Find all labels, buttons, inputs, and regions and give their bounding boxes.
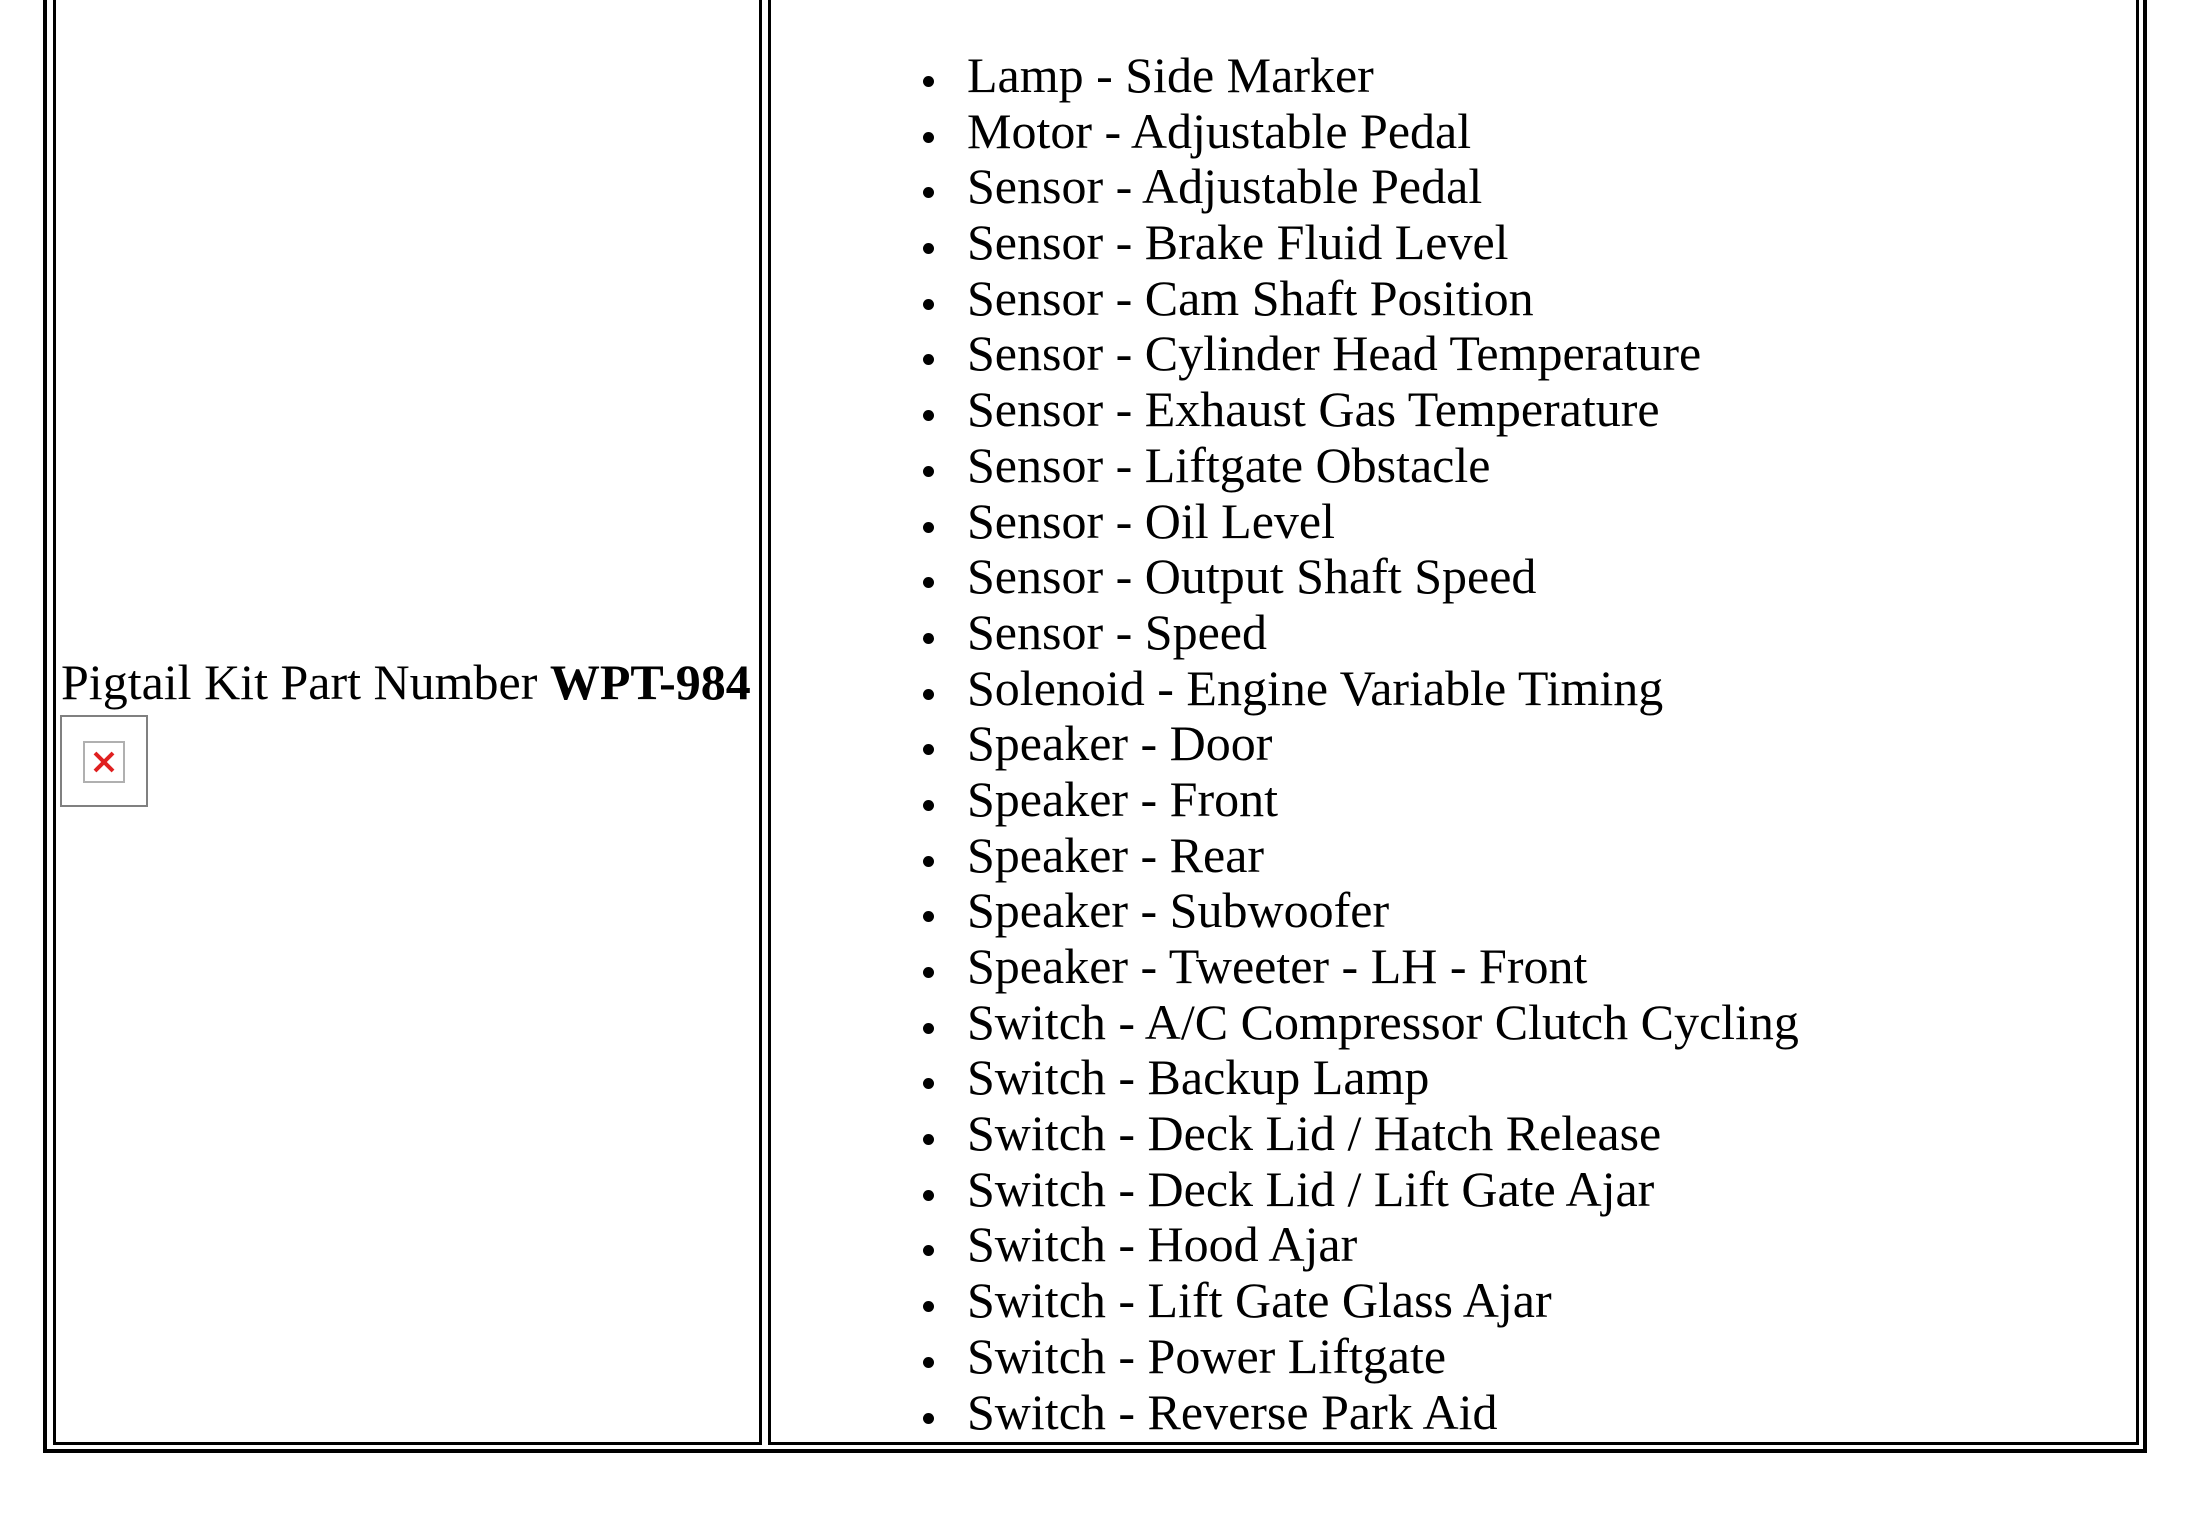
- list-item: Switch - Lift Gate Glass Ajar: [849, 1273, 1799, 1329]
- list-item: Speaker - Door: [849, 716, 1799, 772]
- list-item: Switch - Power Liftgate: [849, 1329, 1799, 1385]
- kit-label: [61, 653, 751, 711]
- list-item: Sensor - Oil Level: [849, 494, 1799, 550]
- list-item: Switch - A/C Compressor Clutch Cycling: [849, 995, 1799, 1051]
- list-item: Sensor - Cylinder Head Temperature: [849, 326, 1799, 382]
- applications-cell: [768, 0, 2139, 1445]
- list-item: Switch - Backup Lamp: [849, 1050, 1799, 1106]
- list-item: Sensor - Exhaust Gas Temperature: [849, 382, 1799, 438]
- list-item: Motor - Adjustable Pedal: [849, 104, 1799, 160]
- list-item: Switch - Hood Ajar: [849, 1217, 1799, 1273]
- list-item: Sensor - Speed: [849, 605, 1799, 661]
- list-item: Switch - Reverse Park Aid: [849, 1385, 1799, 1441]
- list-item: Speaker - Subwoofer: [849, 883, 1799, 939]
- list-item: Sensor - Cam Shaft Position: [849, 271, 1799, 327]
- kit-label-prefix: Pigtail Kit Part Number: [61, 654, 550, 710]
- list-item: Speaker - Tweeter - LH - Front: [849, 939, 1799, 995]
- list-item: Switch - Deck Lid / Lift Gate Ajar: [849, 1162, 1799, 1218]
- list-item: Solenoid - Engine Variable Timing: [849, 661, 1799, 717]
- list-item: Speaker - Front: [849, 772, 1799, 828]
- list-item: Switch - Deck Lid / Hatch Release: [849, 1106, 1799, 1162]
- broken-image-icon: [83, 741, 125, 783]
- kit-cell: [53, 0, 762, 1445]
- list-item: Sensor - Adjustable Pedal: [849, 159, 1799, 215]
- list-item: Sensor - Brake Fluid Level: [849, 215, 1799, 271]
- list-item: Lamp - Side Marker: [849, 48, 1799, 104]
- part-number: WPT-984: [549, 654, 751, 710]
- kit-image[interactable]: [60, 715, 148, 807]
- list-item: Sensor - Output Shaft Speed: [849, 549, 1799, 605]
- application-list: [849, 48, 1799, 1440]
- list-item: Speaker - Rear: [849, 828, 1799, 884]
- list-item: Sensor - Liftgate Obstacle: [849, 438, 1799, 494]
